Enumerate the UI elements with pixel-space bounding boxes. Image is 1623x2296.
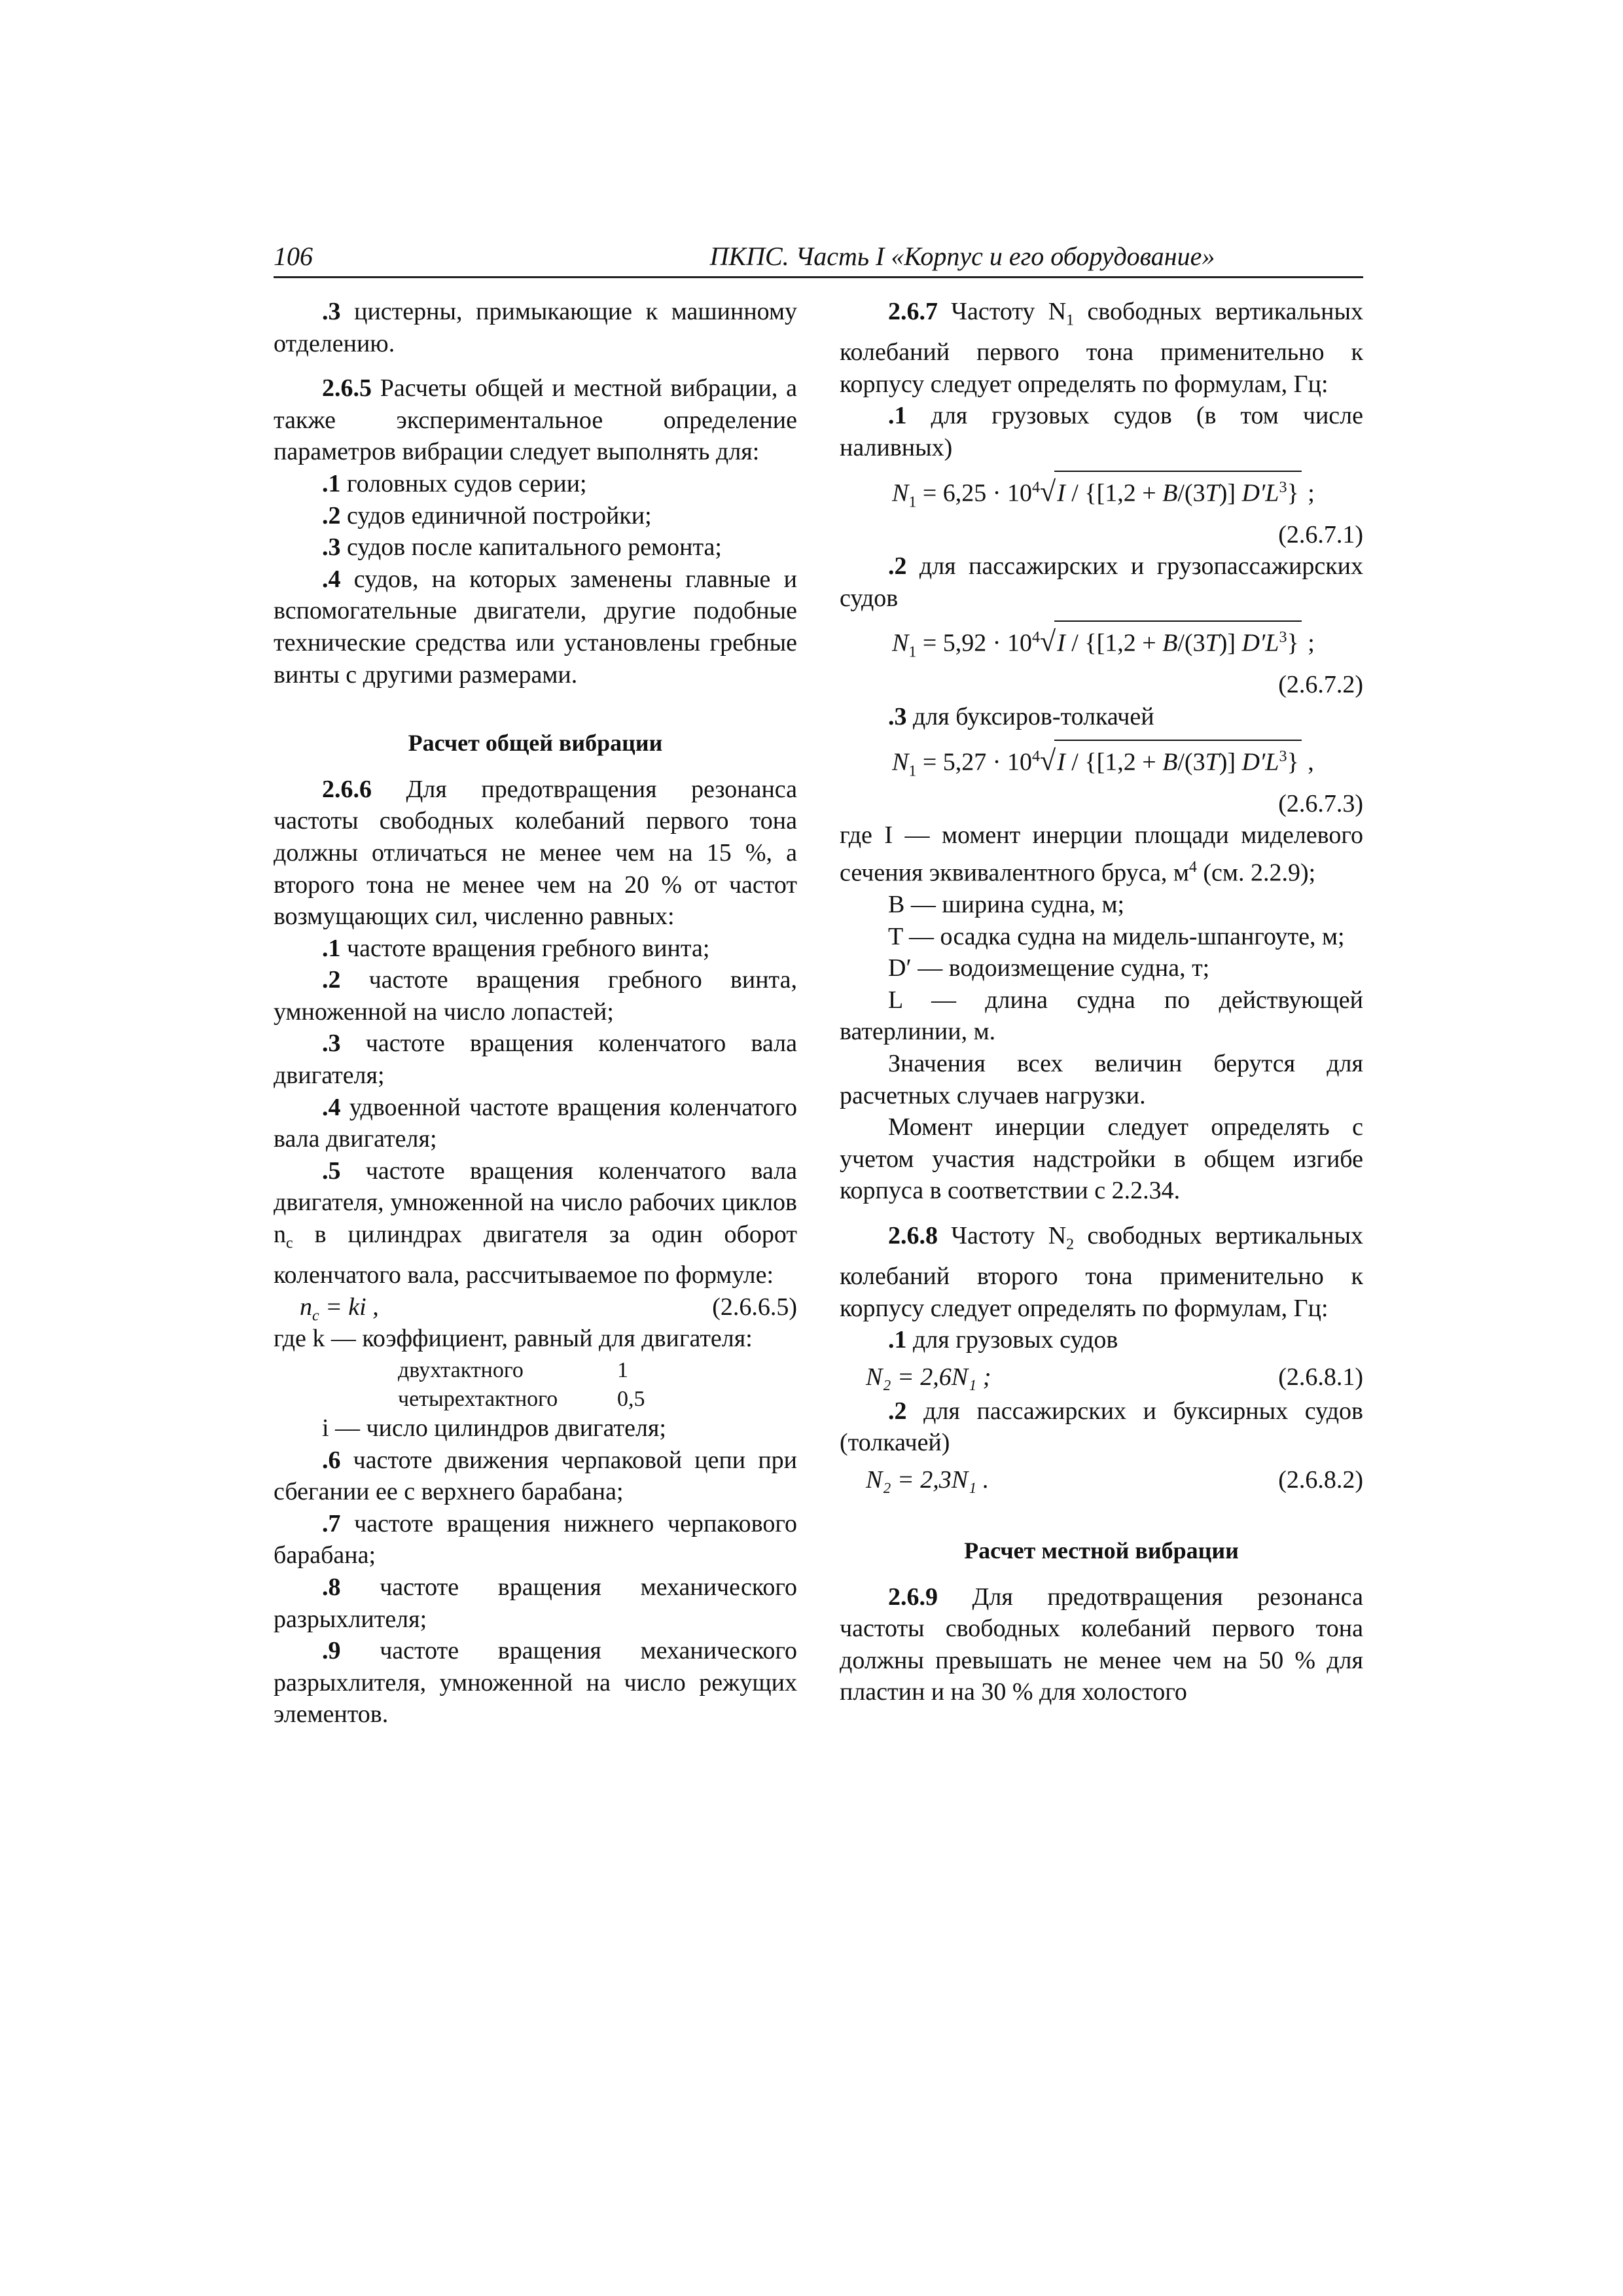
definition: где I — момент инерции площади миделевого сечения эквивалентного бруса, $м^4$ (см. 2.2.9);	[840, 821, 1363, 887]
coefficient-label: четырехтактного	[398, 1387, 558, 1411]
list-item: .8 частоте вращения механического разрыхлителя;	[274, 1573, 797, 1633]
definition: L — длина судна по действующей ватерлинии, м.	[840, 986, 1363, 1046]
equation-number: (2.6.8.1)	[1278, 1363, 1363, 1391]
paragraph: .3 цистерны, примыкающие к машинному отделению.	[274, 298, 797, 357]
list-item: .1 для грузовых судов	[888, 1326, 1118, 1354]
running-header	[274, 240, 1363, 278]
equation-number: (2.6.6.5)	[712, 1293, 797, 1321]
list-item: .4 удвоенной частоте вращения коленчатого вала двигателя;	[274, 1093, 797, 1153]
list-item: .6 частоте движения черпаковой цепи при сбегании ее с верхнего барабана;	[274, 1446, 797, 1506]
definition: B — ширина судна, м;	[888, 890, 1125, 918]
definition: D′ — водоизмещение судна, т;	[888, 954, 1210, 982]
formula-2-6-8-1: N₂ = 2,6N₁ ; (2.6.8.1)	[840, 1356, 1363, 1395]
coefficient-label: двухтактного	[398, 1358, 524, 1382]
list-item: .5 частоте вращения коленчатого вала двигателя, умноженной на число рабочих циклов $n_c$ в цилиндрах двигателя за один оборот коленчатого вала, рассчитываемое по формуле:	[274, 1157, 797, 1289]
right-column	[840, 296, 1363, 1708]
definition: T — осадка судна на мидель-шпангоуте, м;	[888, 922, 1345, 950]
coefficient-row	[274, 1355, 797, 1384]
clause-2-6-5: 2.6.5 Расчеты общей и местной вибрации, а также экспериментальное определение параметров вибрации следует выполнять для:	[274, 374, 797, 466]
clause-2-6-7: 2.6.7 Частоту $N_1$ свободных вертикальных колебаний первого тона применительно к корпусу следует определять по формулам, Гц:	[840, 298, 1363, 398]
list-item: .7 частоте вращения нижнего черпакового барабана;	[274, 1509, 797, 1570]
list-item: .3 для буксиров-толкачей	[888, 702, 1154, 730]
clause-2-6-9: 2.6.9 Для предотвращения резонанса частоты свободных колебаний первого тона должны превышать не менее чем на 50 % для пластин и на 30 % для холостого	[840, 1583, 1363, 1706]
formula-nc: $n_c$ = ki , (2.6.6.5)	[274, 1291, 797, 1323]
list-item: .2 для пассажирских и буксирных судов (толкачей)	[840, 1397, 1363, 1457]
running-title: ПКПС. Часть I «Корпус и его оборудование»	[709, 242, 1215, 271]
equation-number: (2.6.7.1)	[1278, 520, 1363, 548]
clause-2-6-8: 2.6.8 Частоту $N_2$ свободных вертикальных колебаний второго тона применительно к корпусу следует определять по формулам, Гц:	[840, 1221, 1363, 1322]
list-item: .1 для грузовых судов (в том числе наливных)	[840, 402, 1363, 461]
list-item: .4 судов, на которых заменены главные и вспомогательные двигатели, другие подобные технические средства или установлены гребные винты с другими размерами.	[274, 565, 797, 689]
list-item: .1 частоте вращения гребного винта;	[322, 934, 710, 962]
paragraph: Значения всех величин берутся для расчетных случаев нагрузки.	[840, 1049, 1363, 1109]
formula-2-6-8-2: N₂ = 2,3N₁ . (2.6.8.2)	[840, 1459, 1363, 1498]
coefficient-row	[274, 1384, 797, 1412]
coefficient-value: 1	[617, 1358, 628, 1382]
list-item: .3 частоте вращения коленчатого вала двигателя;	[274, 1030, 797, 1090]
section-heading: Расчет общей вибрации	[408, 730, 663, 757]
page-number: 106	[274, 242, 313, 271]
equation-number: (2.6.7.3)	[1278, 789, 1363, 817]
list-item: .2 для пассажирских и грузопассажирских судов	[840, 552, 1363, 612]
equation-number: (2.6.8.2)	[1278, 1466, 1363, 1494]
list-item: .2 частоте вращения гребного винта, умноженной на число лопастей;	[274, 966, 797, 1026]
formula-2-6-7-2: $N_1 = 5,92 \cdot 10^4√I / \{[1,2 + B/(3T)]$ $D'L^3$} ;	[840, 614, 1363, 669]
list-item: .9 частоте вращения механического разрыхлителя, умноженной на число режущих элементов.	[274, 1637, 797, 1729]
section-heading: Расчет местной вибрации	[964, 1537, 1239, 1564]
left-column	[274, 296, 797, 1731]
formula-2-6-7-1: $N_1 = 6,25 \cdot 10^4√I / \{[1,2 + B/(3T)]$ $D'L^3$} ;	[840, 464, 1363, 519]
list-item: .2 судов единичной постройки;	[322, 501, 652, 529]
paragraph: Момент инерции следует определять с учетом участия надстройки в общем изгибе корпуса в соответствии с 2.2.34.	[840, 1113, 1363, 1205]
list-item: .1 головных судов серии;	[322, 469, 587, 497]
clause-2-6-6: 2.6.6 Для предотвращения резонанса частоты свободных колебаний первого тона должны отличаться не менее чем на 15 %, а второго тона не менее чем на 20 % от частот возмущающих сил, численно равных:	[274, 775, 797, 931]
coefficient-table	[274, 1355, 797, 1412]
formula-2-6-7-3: $N_1 = 5,27 \cdot 10^4√I / \{[1,2 + B/(3T)]$ $D'L^3$} ,	[840, 733, 1363, 788]
definition: где k — коэффициент, равный для двигателя:	[274, 1325, 753, 1353]
coefficient-value: 0,5	[617, 1387, 645, 1411]
list-item: .3 судов после капитального ремонта;	[322, 533, 722, 562]
equation-number: (2.6.7.2)	[1278, 671, 1363, 699]
definition: i — число цилиндров двигателя;	[322, 1414, 666, 1442]
